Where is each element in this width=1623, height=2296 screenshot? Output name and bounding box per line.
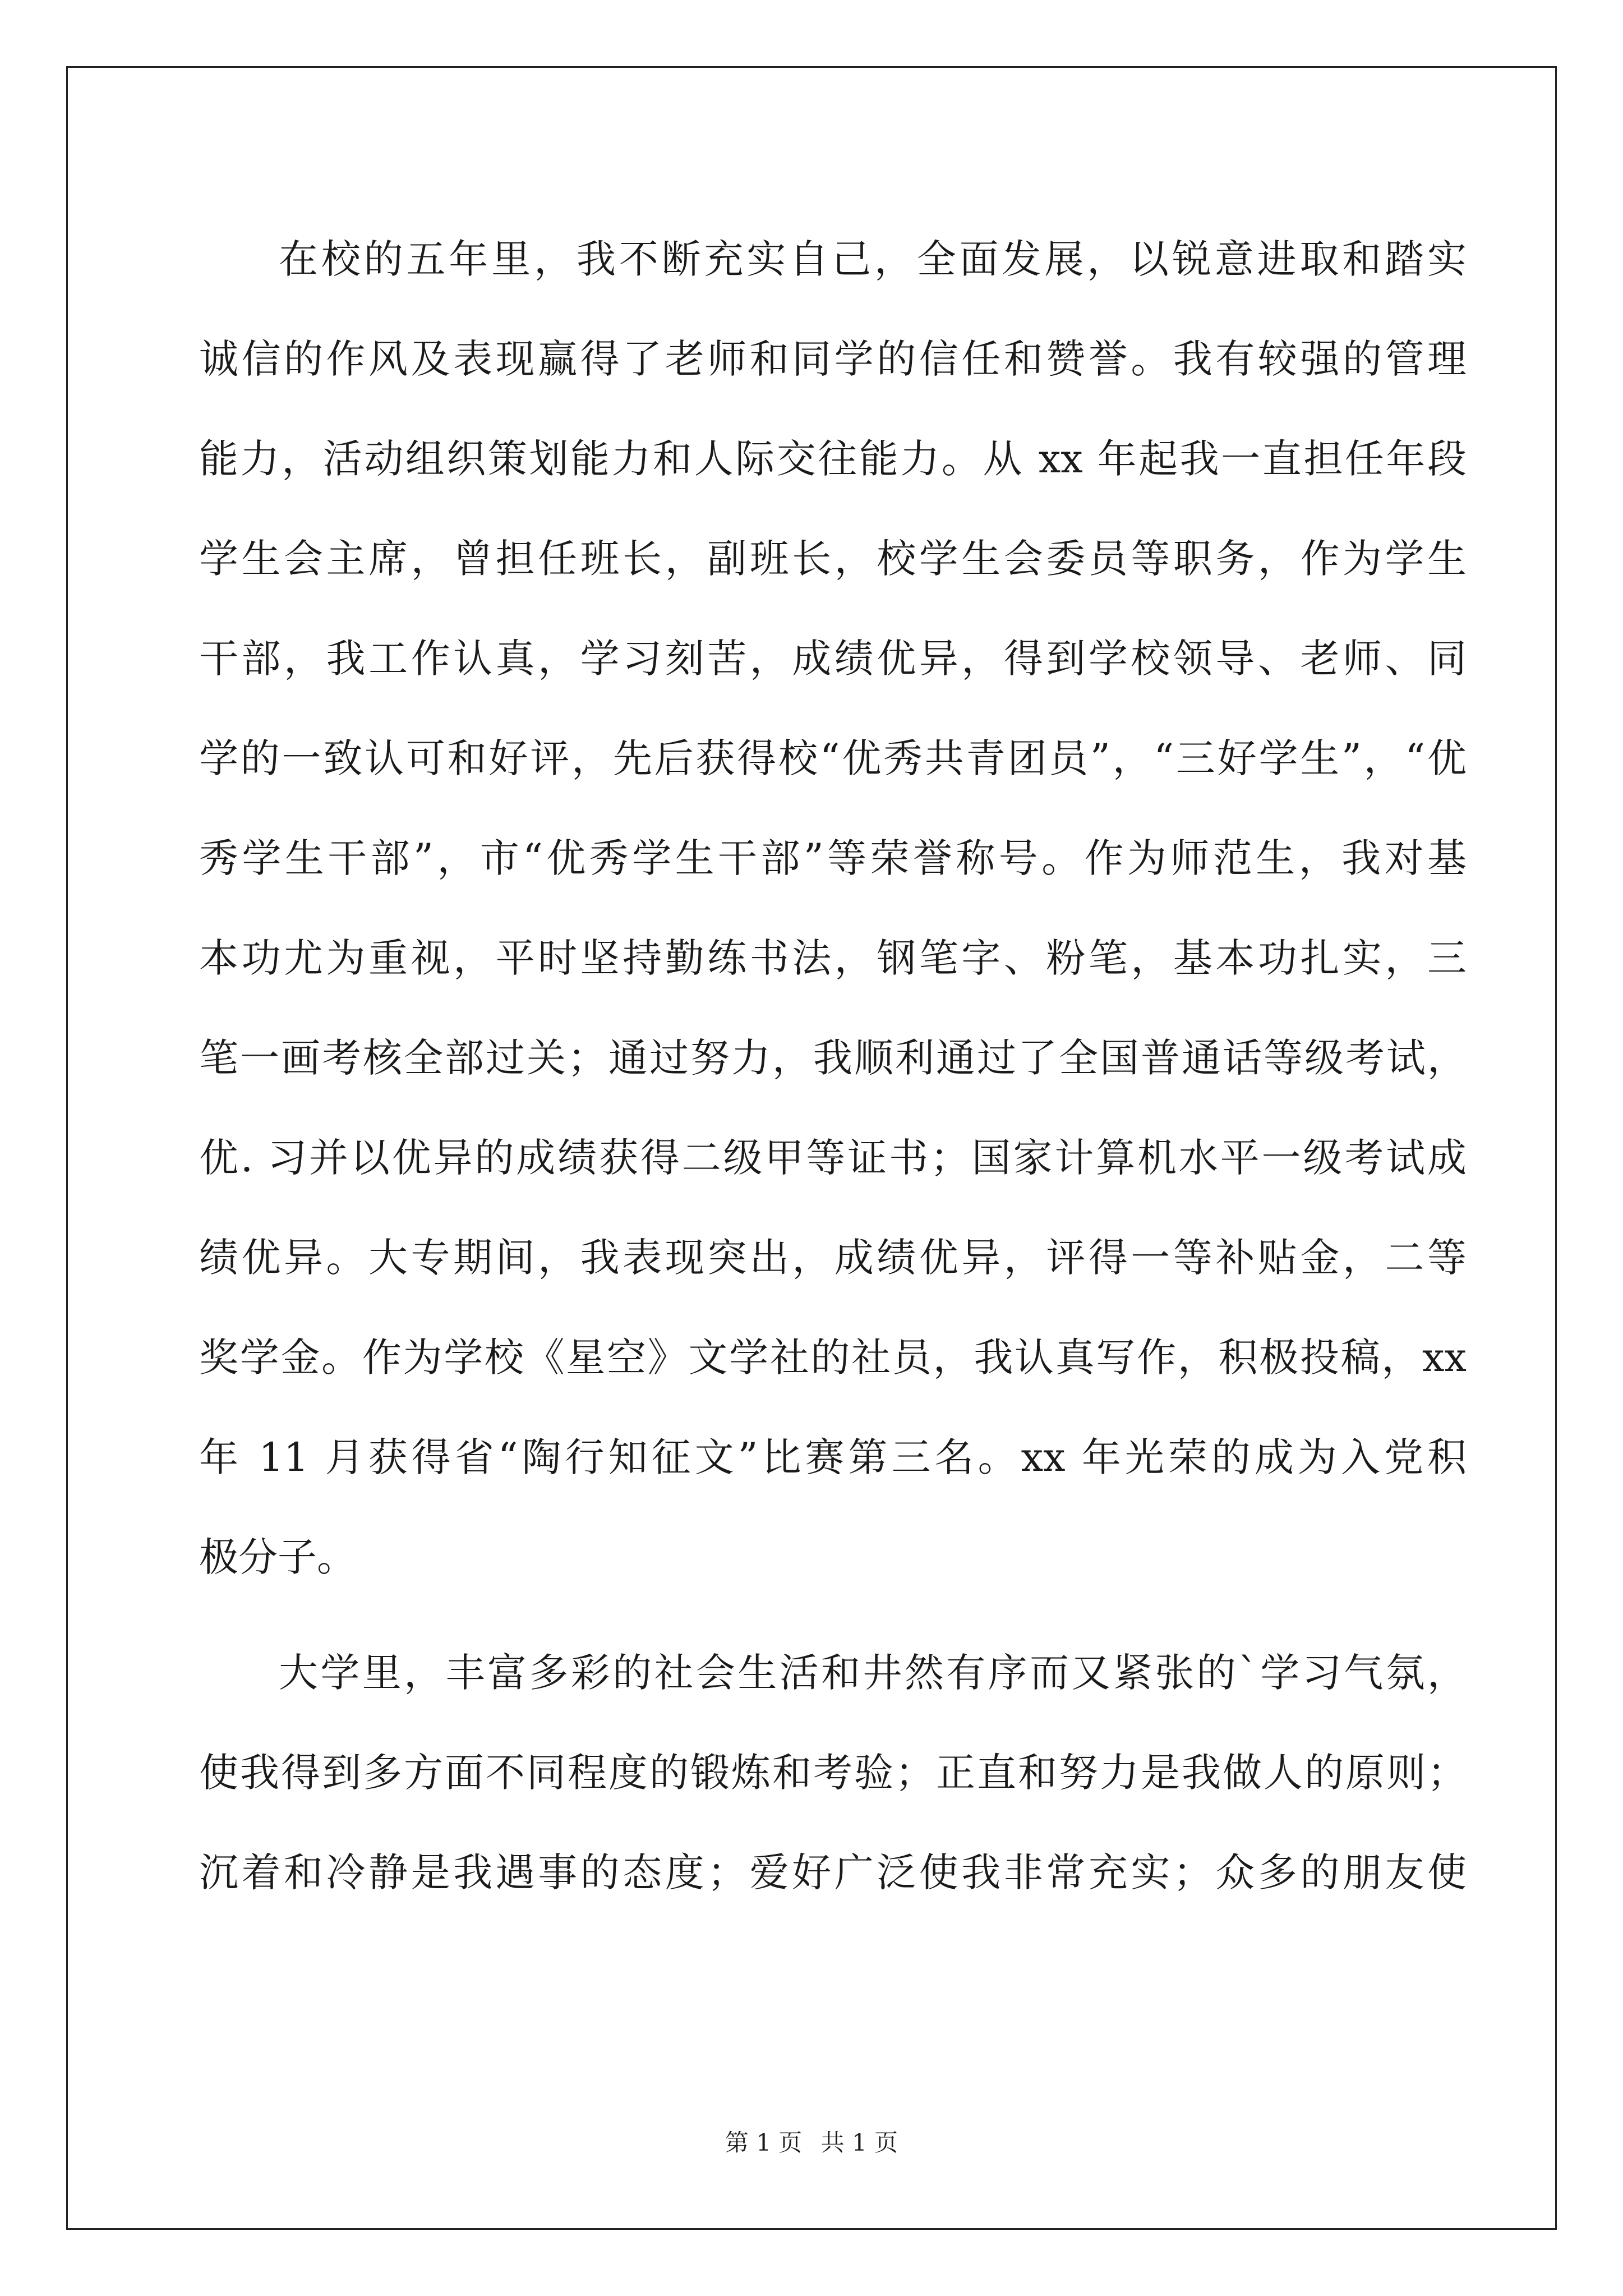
paragraph-2-line-3: 沉着和冷静是我遇事的态度；爱好广泛使我非常充实；众多的朋友使 <box>199 1849 1467 1895</box>
paragraph-1-line-2: 诚信的作风及表现赢得了老师和同学的信任和赞誉。我有较强的管理 <box>199 336 1467 382</box>
page-footer <box>0 2126 1623 2160</box>
paragraph-1-line-4: 学生会主席，曾担任班长，副班长，校学生会委员等职务，作为学生 <box>199 536 1467 582</box>
paragraph-1-line-9: 笔一画考核全部过关；通过努力，我顺利通过了全国普通话等级考试， <box>199 1035 1467 1081</box>
paragraph-1-line-12: 奖学金。作为学校《星空》文学社的社员，我认真写作，积极投稿，xx <box>199 1335 1467 1381</box>
paragraph-1-line-13: 年 11 月获得省“陶行知征文”比赛第三名。xx 年光荣的成为入党积 <box>199 1434 1467 1480</box>
paragraph-1-line-8: 本功尤为重视，平时坚持勤练书法，钢笔字、粉笔，基本功扎实，三 <box>199 935 1467 981</box>
paragraph-1-line-14: 极分子。 <box>199 1534 356 1580</box>
paragraph-1-line-3: 能力，活动组织策划能力和人际交往能力。从 xx 年起我一直担任年段 <box>199 436 1467 482</box>
paragraph-1-line-1: 在校的五年里，我不断充实自己，全面发展，以锐意进取和踏实 <box>279 236 1467 282</box>
document-body <box>199 209 1467 1922</box>
paragraph-spacer <box>199 1607 1467 1623</box>
paragraph-2-line-1: 大学里，丰富多彩的社会生活和井然有序而又紧张的`学习气氛， <box>279 1650 1467 1696</box>
page-total: 共 1 页 <box>820 2129 898 2156</box>
paragraph-1-line-6: 学的一致认可和好评，先后获得校“优秀共青团员”，“三好学生”，“优 <box>199 735 1467 781</box>
paragraph-1-line-10: 优. 习并以优异的成绩获得二级甲等证书；国家计算机水平一级考试成 <box>199 1135 1467 1181</box>
paragraph-2-line-2: 使我得到多方面不同程度的锻炼和考验；正直和努力是我做人的原则； <box>199 1750 1467 1796</box>
paragraph-1-line-5: 干部，我工作认真，学习刻苦，成绩优异，得到学校领导、老师、同 <box>199 636 1467 682</box>
paragraph-1-line-7: 秀学生干部”，市“优秀学生干部”等荣誉称号。作为师范生，我对基 <box>199 835 1467 881</box>
paragraph-1-line-11: 绩优异。大专期间，我表现突出，成绩优异，评得一等补贴金，二等 <box>199 1235 1467 1281</box>
page-number: 第 1 页 <box>725 2129 803 2156</box>
